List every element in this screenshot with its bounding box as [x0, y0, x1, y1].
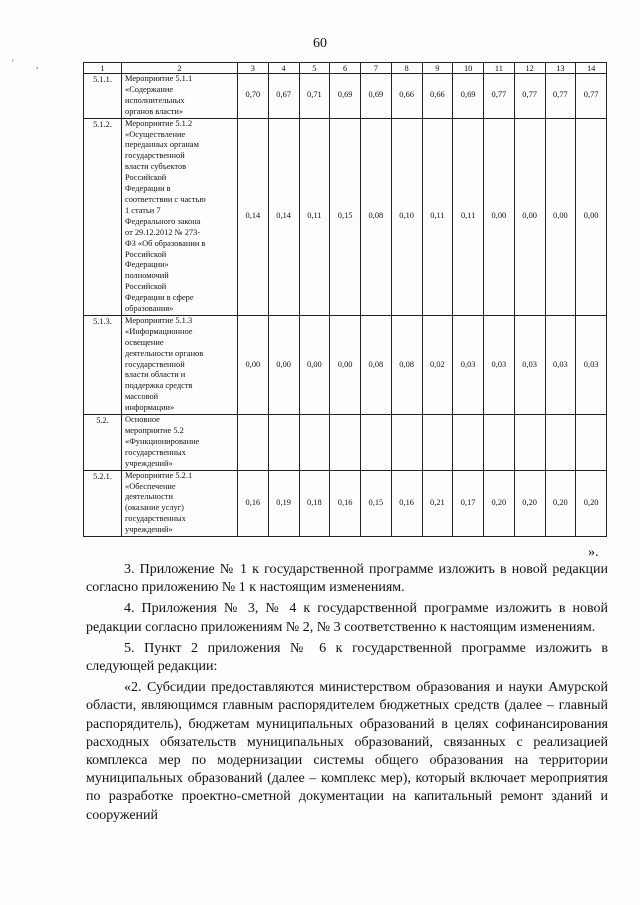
value-cell: 0,66 — [391, 74, 422, 119]
value-cell: 0,11 — [422, 118, 453, 315]
value-cell: 0,10 — [391, 118, 422, 315]
description-line: учреждений» — [125, 458, 173, 468]
description-line: Российской — [125, 282, 167, 292]
row-number: 5.1.3. — [84, 315, 122, 414]
table-row — [84, 315, 607, 414]
body-text — [86, 561, 608, 825]
paragraph-5: 5. Пункт 2 приложения № 6 к государственной программе изложить в следующей редакции: — [86, 640, 608, 675]
header-cell: 7 — [361, 63, 392, 74]
value-cell: 0,00 — [514, 118, 545, 315]
description-line: Российской — [125, 173, 167, 183]
description-line: образования» — [125, 304, 174, 314]
description-line: соответствии с частью — [125, 194, 206, 204]
value-cell: 0,71 — [299, 74, 330, 119]
value-cell: 0,19 — [268, 470, 299, 536]
value-cell: 0,16 — [391, 470, 422, 536]
value-cell: 0,17 — [453, 470, 484, 536]
description-line: «Содержание — [125, 84, 174, 94]
description-line: «Обеспечение — [125, 481, 176, 491]
description-line: ФЗ «Об образовании в — [125, 238, 206, 248]
description-line: «Функционирование — [125, 436, 200, 446]
description-line: переданных органам — [125, 140, 199, 150]
header-cell: 12 — [514, 63, 545, 74]
value-cell: 0,08 — [361, 118, 392, 315]
value-cell: 0,18 — [299, 470, 330, 536]
value-cell: 0,00 — [545, 118, 576, 315]
header-cell: 5 — [299, 63, 330, 74]
value-cell: 0,03 — [484, 315, 515, 414]
description-line: Федерального закона — [125, 216, 201, 226]
value-cell: 0,69 — [361, 74, 392, 119]
row-number: 5.2.1. — [84, 470, 122, 536]
description-line: Федерации в — [125, 184, 171, 194]
value-cell: 0,08 — [361, 315, 392, 414]
value-cell: 0,77 — [484, 74, 515, 119]
value-cell — [299, 415, 330, 471]
row-description — [122, 415, 238, 471]
scan-speck: ' — [12, 58, 14, 68]
header-cell: 1 — [84, 63, 122, 74]
header-cell: 9 — [422, 63, 453, 74]
description-line: органов власти» — [125, 106, 184, 116]
table-row — [84, 415, 607, 471]
header-cell: 4 — [268, 63, 299, 74]
description-line: государственной — [125, 151, 185, 161]
value-cell: 0,14 — [238, 118, 269, 315]
value-cell: 0,00 — [484, 118, 515, 315]
row-number: 5.1.2. — [84, 118, 122, 315]
value-cell: 0,00 — [330, 315, 361, 414]
description-line: 1 статьи 7 — [125, 205, 161, 215]
description-line: государственной — [125, 359, 185, 369]
value-cell: 0,20 — [576, 470, 607, 536]
value-cell: 0,08 — [391, 315, 422, 414]
value-cell: 0,77 — [576, 74, 607, 119]
description-line: Федерации» — [125, 260, 169, 270]
scan-speck: , — [36, 60, 39, 70]
paragraph-4: 4. Приложения № 3, № 4 к государственной программе изложить в новой редакции согласно приложениям № 2, № 3 соответственно к настоящим изменениям. — [86, 601, 608, 635]
value-cell: 0,02 — [422, 315, 453, 414]
value-cell: 0,15 — [330, 118, 361, 315]
description-line: деятельности органов — [125, 348, 204, 358]
table-row — [84, 74, 607, 119]
paragraph-3: 3. Приложение № 1 к государственной программе изложить в новой редакции согласно приложению № 1 к настоящим изменениям. — [86, 562, 608, 596]
header-cell: 10 — [453, 63, 484, 74]
value-cell — [514, 415, 545, 471]
value-cell: 0,11 — [299, 118, 330, 315]
value-cell — [391, 415, 422, 471]
page-number: 60 — [313, 36, 327, 51]
value-cell — [545, 415, 576, 471]
description-line: власти субъектов — [125, 162, 187, 172]
description-line: мероприятие 5.2 — [125, 426, 184, 435]
value-cell: 0,69 — [453, 74, 484, 119]
value-cell: 0,00 — [268, 315, 299, 414]
value-cell: 0,00 — [238, 315, 269, 414]
value-cell: 0,66 — [422, 74, 453, 119]
description-line: Мероприятие 5.1.3 — [125, 315, 193, 325]
row-number: 5.1.1. — [84, 74, 122, 119]
description-line: поддержка средств — [125, 381, 193, 391]
row-description — [122, 315, 238, 414]
row-description — [122, 470, 238, 536]
value-cell: 0,03 — [514, 315, 545, 414]
value-cell — [453, 415, 484, 471]
value-cell: 0,11 — [453, 118, 484, 315]
value-cell: 0,77 — [545, 74, 576, 119]
value-cell: 0,20 — [484, 470, 515, 536]
value-cell: 0,77 — [514, 74, 545, 119]
value-cell: 0,16 — [330, 470, 361, 536]
value-cell — [576, 415, 607, 471]
description-line: власти области и — [125, 370, 186, 380]
indicators-table — [83, 62, 607, 537]
value-cell: 0,00 — [299, 315, 330, 414]
value-cell — [361, 415, 392, 471]
value-cell: 0,16 — [238, 470, 269, 536]
description-line: от 29.12.2012 № 273- — [125, 227, 201, 237]
header-cell: 3 — [238, 63, 269, 74]
row-description — [122, 118, 238, 315]
value-cell: 0,14 — [268, 118, 299, 315]
description-line: Мероприятие 5.2.1 — [125, 470, 193, 480]
description-line: «Информационное — [125, 326, 193, 336]
description-line: Мероприятие 5.1.1 — [125, 74, 193, 83]
value-cell — [422, 415, 453, 471]
value-cell: 0,70 — [238, 74, 269, 119]
value-cell: 0,67 — [268, 74, 299, 119]
description-line: освещение — [125, 337, 164, 347]
row-description — [122, 74, 238, 119]
description-line: учреждений» — [125, 525, 173, 535]
description-line: государственных — [125, 447, 186, 457]
description-line: полномочий — [125, 271, 169, 281]
table-header-row — [84, 63, 607, 74]
value-cell: 0,15 — [361, 470, 392, 536]
value-cell: 0,21 — [422, 470, 453, 536]
description-line: Основное — [125, 415, 160, 425]
description-line: государственных — [125, 514, 186, 524]
description-line: массовой — [125, 392, 159, 402]
description-line: «Осуществление — [125, 129, 186, 139]
value-cell: 0,03 — [453, 315, 484, 414]
table-row — [84, 118, 607, 315]
value-cell: 0,69 — [330, 74, 361, 119]
value-cell — [268, 415, 299, 471]
paragraph-quote: «2. Субсидии предоставляются министерством образования и науки Амурской области, являющимся главным распорядителем бюджетных средств (далее – главный распорядитель), бюджетам муниципальных образований в целях софинансирования расходных обязательств муниципальных образований, связанных с реализацией комплекса мер по модернизации системы общего образования на территории муниципальных образований (далее – комплекс мер), который включает мероприятия по разработке проектно-сметной документации на капитальный ремонт зданий и сооружений — [86, 680, 608, 823]
value-cell: 0,00 — [576, 118, 607, 315]
description-line: деятельности — [125, 492, 173, 502]
value-cell — [484, 415, 515, 471]
description-line: Российской — [125, 249, 167, 259]
description-line: информации» — [125, 403, 175, 413]
value-cell — [238, 415, 269, 471]
value-cell: 0,20 — [545, 470, 576, 536]
table-row — [84, 470, 607, 536]
header-cell: 6 — [330, 63, 361, 74]
description-line: (оказание услуг) — [125, 503, 184, 513]
value-cell — [330, 415, 361, 471]
value-cell: 0,20 — [514, 470, 545, 536]
header-cell: 8 — [391, 63, 422, 74]
closing-quote: ». — [588, 545, 599, 560]
description-line: Федерации в сфере — [125, 293, 194, 303]
header-cell: 14 — [576, 63, 607, 74]
header-cell: 2 — [122, 63, 238, 74]
value-cell: 0,03 — [576, 315, 607, 414]
value-cell: 0,03 — [545, 315, 576, 414]
header-cell: 11 — [484, 63, 515, 74]
row-number: 5.2. — [84, 415, 122, 471]
description-line: Мероприятие 5.1.2 — [125, 118, 193, 128]
header-cell: 13 — [545, 63, 576, 74]
description-line: исполнительных — [125, 95, 185, 105]
